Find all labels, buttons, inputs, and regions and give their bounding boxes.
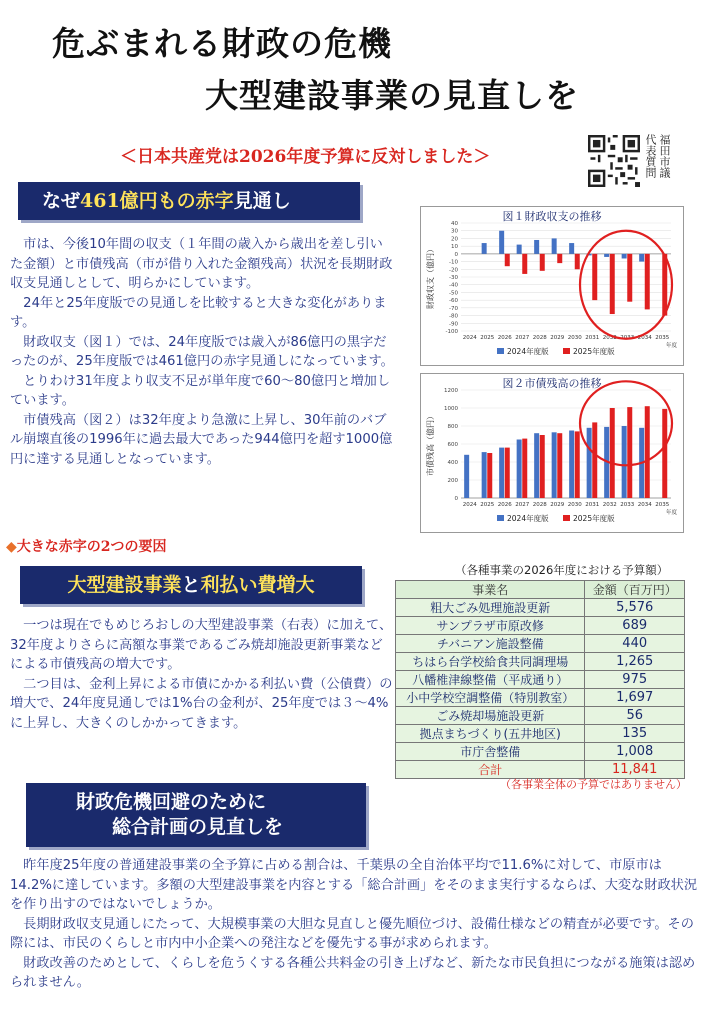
- table-note: （各事業全体の予算ではありません）: [500, 778, 687, 791]
- project-name-cell: 粗大ごみ処理施設更新: [396, 599, 585, 617]
- table-row: [396, 743, 685, 761]
- y-tick-label: 0: [454, 496, 458, 502]
- bar: [627, 254, 632, 302]
- x-tick-label: 2032: [602, 502, 617, 508]
- bar: [499, 231, 504, 254]
- y-axis-label: 財政収支（億円）: [426, 245, 435, 309]
- project-name-cell: チバニアン施設整備: [396, 635, 585, 653]
- section3-paragraph: 財政改善のためとして、くらしを危うくする各種公共料金の引き上げなど、新たな市民負担につながる施策は認められません。: [10, 955, 696, 990]
- x-tick-label: 2026: [497, 335, 512, 341]
- bar: [487, 453, 492, 498]
- bar: [540, 254, 545, 271]
- x-tick-label: 2029: [550, 335, 565, 341]
- section3-banner-line2: 総合計画の見直しを: [112, 816, 284, 838]
- legend-swatch: [497, 515, 504, 521]
- section1-paragraph: 市債残高（図２）は32年度より急激に上昇し、30年前のバブル崩壊直後の1996年に過去最大であった944億円を超す1000億円に達する見通しとなっています。: [10, 412, 393, 467]
- project-name-cell: ちはら台学校給食共同調理場: [396, 653, 585, 671]
- bar: [604, 254, 609, 257]
- project-amount-cell: 135: [585, 725, 685, 743]
- legend-label: 2024年度版: [507, 514, 549, 523]
- x-tick-label: 2026: [497, 502, 512, 508]
- bar: [662, 409, 667, 498]
- banner-mid: と: [181, 574, 201, 596]
- x-tick-label: 2025: [480, 502, 495, 508]
- bar: [569, 243, 574, 254]
- section2-paragraph: 二つ目は、金利上昇による市債にかかる利払い費（公債費）の増大で、24年度見通しでは1%台の金利が、25年度では３～4%に上昇し、大きくのしかかってきます。: [10, 676, 393, 731]
- banner-prefix: なぜ: [42, 190, 81, 212]
- project-name-cell: ごみ焼却場施設更新: [396, 707, 585, 725]
- bar: [552, 432, 557, 498]
- y-tick-label: 10: [451, 244, 458, 251]
- bar: [505, 448, 510, 498]
- x-tick-label: 2034: [637, 335, 652, 341]
- project-amount-cell: 1,265: [585, 653, 685, 671]
- y-tick-label: 20: [451, 236, 458, 243]
- legend-swatch: [497, 348, 504, 354]
- y-tick-label: -70: [449, 305, 458, 312]
- bar: [592, 422, 597, 498]
- y-tick-label: -30: [449, 275, 458, 281]
- x-tick-label: 2028: [532, 335, 547, 341]
- y-tick-label: -60: [449, 298, 458, 305]
- bar: [575, 254, 580, 269]
- legend-swatch: [563, 515, 570, 521]
- y-tick-label: -100: [445, 329, 458, 335]
- section2-heading-text: 大きな赤字の2つの要因: [16, 539, 167, 555]
- bar: [557, 254, 562, 263]
- project-amount-cell: 975: [585, 671, 685, 689]
- y-tick-label: -10: [449, 259, 458, 266]
- bar: [622, 426, 627, 498]
- bar: [552, 238, 557, 253]
- project-amount-cell: 1,008: [585, 743, 685, 761]
- section1-paragraph: とりわけ31年度より収支不足が単年度で60～80億円と増加しています。: [10, 373, 391, 408]
- chart1-svg: [421, 207, 683, 365]
- page-title-line1: 危ぶまれる財政の危機: [52, 24, 392, 63]
- bar: [639, 254, 644, 262]
- x-tick-label: 2032: [602, 335, 617, 341]
- table-total-label: 合計: [396, 761, 585, 779]
- bar: [557, 433, 562, 498]
- table-row: [396, 617, 685, 635]
- y-tick-label: -90: [449, 321, 458, 328]
- x-tick-label: 2028: [532, 502, 547, 508]
- project-name-cell: 市庁舎整備: [396, 743, 585, 761]
- section3-body: [10, 856, 700, 993]
- table-header-name: 事業名: [396, 581, 585, 599]
- x-tick-label: 2031: [585, 502, 600, 508]
- banner-highlight-2: 利払い費増大: [200, 574, 315, 596]
- y-tick-label: 400: [447, 460, 458, 466]
- legend-label: 2025年度版: [573, 347, 615, 356]
- bar: [517, 440, 522, 499]
- bar: [482, 243, 487, 254]
- page-subtitle: ＜日本共産党は2026年度予算に反対しました＞: [120, 147, 491, 167]
- bar: [645, 406, 650, 498]
- bar: [610, 254, 615, 314]
- y-tick-label: -20: [449, 267, 458, 274]
- x-tick-label: 2027: [515, 335, 530, 341]
- y-tick-label: 40: [451, 221, 458, 227]
- x-tick-label: 2030: [567, 502, 582, 508]
- bar: [534, 240, 539, 254]
- x-tick-label: 2031: [585, 335, 600, 341]
- page-title-line2: 大型建設事業の見直しを: [205, 76, 579, 115]
- x-tick-label: 2029: [550, 502, 565, 508]
- bar: [610, 408, 615, 498]
- banner-highlight-1: 大型建設事業: [67, 574, 182, 596]
- x-axis-label: 年度: [665, 510, 677, 516]
- x-tick-label: 2033: [620, 335, 635, 341]
- project-amount-cell: 1,697: [585, 689, 685, 707]
- y-tick-label: -40: [449, 282, 458, 289]
- table-row: [396, 671, 685, 689]
- table-row: [396, 725, 685, 743]
- bar: [592, 254, 597, 300]
- chart-fiscal-balance: [420, 206, 684, 366]
- bar: [569, 431, 574, 499]
- side-label-2: 代表質問: [644, 134, 657, 178]
- table-row: [396, 599, 685, 617]
- project-name-cell: サンプラザ市原改修: [396, 617, 585, 635]
- banner-highlight: 461億円もの赤字: [80, 190, 234, 212]
- side-label-1: 福田市議: [658, 134, 671, 178]
- y-tick-label: 1200: [444, 388, 458, 394]
- bar: [662, 254, 667, 316]
- x-tick-label: 2024: [462, 335, 477, 341]
- bar: [534, 433, 539, 498]
- section1-paragraph: 市は、今後10年間の収支（１年間の歳入から歳出を差し引いた金額）と市債残高（市が借り入れた金額残高）状況を長期財政収支見通しとして、明らかにしています。: [10, 237, 393, 291]
- bar: [482, 452, 487, 498]
- y-axis-label: 市債残高（億円）: [426, 412, 435, 476]
- x-tick-label: 2030: [567, 335, 582, 341]
- project-amount-cell: 5,576: [585, 599, 685, 617]
- bar: [522, 254, 527, 274]
- qr-code-icon[interactable]: [588, 135, 640, 187]
- project-name-cell: 拠点まちづくり(五井地区): [396, 725, 585, 743]
- bar: [587, 428, 592, 498]
- chart2-svg: [421, 374, 683, 532]
- bar: [464, 455, 469, 498]
- y-tick-label: 1000: [444, 406, 458, 412]
- table-row: [396, 689, 685, 707]
- section2-banner: [20, 566, 362, 604]
- chart-municipal-debt: [420, 373, 684, 533]
- bar: [645, 254, 650, 310]
- chart-title: 図２市債残高の推移: [502, 377, 602, 390]
- x-tick-label: 2033: [620, 502, 635, 508]
- bar: [627, 407, 632, 498]
- x-tick-label: 2027: [515, 502, 530, 508]
- x-tick-label: 2035: [655, 502, 670, 508]
- y-tick-label: 600: [447, 442, 458, 448]
- x-axis-label: 年度: [665, 343, 677, 349]
- section3-banner-line1: 財政危機回避のために: [76, 791, 267, 813]
- project-amount-cell: 440: [585, 635, 685, 653]
- x-tick-label: 2025: [480, 335, 495, 341]
- legend-label: 2025年度版: [573, 514, 615, 523]
- project-amount-cell: 56: [585, 707, 685, 725]
- legend-label: 2024年度版: [507, 347, 549, 356]
- bar: [499, 448, 504, 498]
- section1-body: [10, 235, 394, 469]
- y-tick-label: 30: [451, 228, 458, 235]
- table-header-amount: 金額（百万円）: [585, 581, 685, 599]
- bar: [517, 245, 522, 254]
- table-row: [396, 653, 685, 671]
- table-total-amount: 11,841: [585, 761, 685, 779]
- section2-body: [10, 616, 394, 733]
- section1-banner: [18, 182, 360, 220]
- project-amount-cell: 689: [585, 617, 685, 635]
- bar: [575, 431, 580, 498]
- section1-paragraph: 24年と25年度版での見通しを比較すると大きな変化があります。: [10, 295, 387, 330]
- project-name-cell: 八幡椎津線整備（平成通り）: [396, 671, 585, 689]
- chart-title: 図１財政収支の推移: [502, 210, 602, 223]
- section3-banner: [26, 783, 366, 847]
- x-tick-label: 2024: [462, 502, 477, 508]
- project-budget-table: [395, 580, 685, 779]
- bar: [505, 254, 510, 266]
- x-tick-label: 2034: [637, 502, 652, 508]
- legend-swatch: [563, 348, 570, 354]
- y-tick-label: -80: [449, 313, 458, 320]
- table-row: [396, 635, 685, 653]
- bar: [540, 435, 545, 498]
- table-row: [396, 707, 685, 725]
- section1-paragraph: 財政収支（図１）では、24年度版では歳入が86億円の黒字だったのが、25年度版では461億円の赤字見通しになっています。: [10, 334, 394, 369]
- y-tick-label: 800: [447, 424, 458, 430]
- diamond-bullet-icon: ◆: [6, 539, 17, 555]
- y-tick-label: -50: [449, 290, 458, 297]
- section3-paragraph: 昨年度25年度の普通建設事業の全予算に占める割合は、千葉県の全自治体平均で11.6%に対して、市原市は14.2%に達しています。多額の大型建設事業を内容とする「総合計画」をそのまま実行するならば、大変な財政状況を作り出すのではないでしょうか。: [10, 858, 698, 912]
- y-tick-label: 0: [454, 251, 458, 258]
- section3-paragraph: 長期財政収支見通しにたって、大規模事業の大胆な見直しと優先順位づけ、設備仕様などの精査が必要です。その際には、市民のくらしと市内中小企業への発注などを優先する事が求められます。: [10, 916, 694, 951]
- table-caption: （各種事業の2026年度における予算額）: [455, 563, 669, 577]
- section2-heading: [6, 536, 167, 556]
- project-name-cell: 小中学校空調整備（特別教室）: [396, 689, 585, 707]
- bar: [522, 439, 527, 498]
- section2-paragraph: 一つは現在でもめじろおしの大型建設事業（右表）に加えて、32年度よりさらに高額な事業であるごみ焼却施設更新事業などによる市債残高の増大です。: [10, 618, 393, 672]
- x-tick-label: 2035: [655, 335, 670, 341]
- banner-suffix: 見通し: [233, 190, 291, 212]
- bar: [622, 254, 627, 259]
- y-tick-label: 200: [447, 478, 458, 484]
